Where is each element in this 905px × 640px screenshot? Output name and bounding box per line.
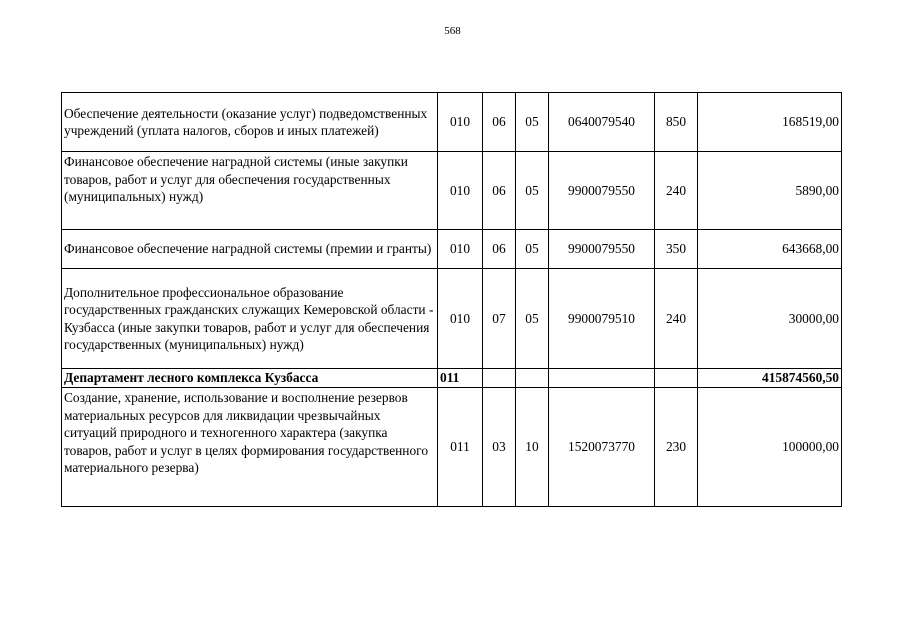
row-section-code: 06 <box>483 152 516 230</box>
table-row <box>62 152 842 230</box>
row-target-article-code <box>549 369 655 388</box>
row-amount: 30000,00 <box>698 269 842 369</box>
row-department-code: 010 <box>438 152 483 230</box>
row-expense-type-code: 850 <box>655 93 698 152</box>
table-row <box>62 269 842 369</box>
row-name: Финансовое обеспечение наградной системы (иные закупки товаров, работ и услуг для обеспечения государственных (муниципальных) нужд) <box>62 152 438 230</box>
row-department-code: 011 <box>438 388 483 507</box>
row-name: Обеспечение деятельности (оказание услуг) подведомственных учреждений (уплата налогов, сборов и иных платежей) <box>62 93 438 152</box>
row-section-code: 03 <box>483 388 516 507</box>
row-target-article-code: 9900079550 <box>549 230 655 269</box>
row-section-code <box>483 369 516 388</box>
row-amount: 415874560,50 <box>698 369 842 388</box>
row-section-code: 06 <box>483 93 516 152</box>
page-number: 568 <box>444 25 461 37</box>
row-department-code: 010 <box>438 269 483 369</box>
row-expense-type-code <box>655 369 698 388</box>
row-section-code: 06 <box>483 230 516 269</box>
budget-table <box>61 92 842 507</box>
table-row <box>62 93 842 152</box>
row-amount: 643668,00 <box>698 230 842 269</box>
row-target-article-code: 9900079550 <box>549 152 655 230</box>
row-section-code: 07 <box>483 269 516 369</box>
row-subsection-code: 05 <box>516 93 549 152</box>
row-expense-type-code: 350 <box>655 230 698 269</box>
row-name: Финансовое обеспечение наградной системы (премии и гранты) <box>62 230 438 269</box>
row-subsection-code <box>516 369 549 388</box>
row-subsection-code: 05 <box>516 152 549 230</box>
row-target-article-code: 9900079510 <box>549 269 655 369</box>
table-row <box>62 388 842 507</box>
row-target-article-code: 0640079540 <box>549 93 655 152</box>
row-expense-type-code: 230 <box>655 388 698 507</box>
row-amount: 5890,00 <box>698 152 842 230</box>
row-subsection-code: 05 <box>516 230 549 269</box>
table-row-department-total <box>62 369 842 388</box>
row-name: Департамент лесного комплекса Кузбасса <box>62 369 438 388</box>
row-target-article-code: 1520073770 <box>549 388 655 507</box>
table-row <box>62 230 842 269</box>
row-name: Дополнительное профессиональное образование государственных гражданских служащих Кемеровской области - Кузбасса (иные закупки товаров, работ и услуг для обеспечения государственных (муниципальных) нужд) <box>62 269 438 369</box>
row-expense-type-code: 240 <box>655 152 698 230</box>
row-subsection-code: 05 <box>516 269 549 369</box>
row-amount: 100000,00 <box>698 388 842 507</box>
row-expense-type-code: 240 <box>655 269 698 369</box>
row-name: Создание, хранение, использование и восполнение резервов материальных ресурсов для ликвидации чрезвычайных ситуаций природного и техногенного характера (закупка товаров, работ и услуг в целях формирования государственного материального резерва) <box>62 388 438 507</box>
row-department-code: 010 <box>438 93 483 152</box>
row-subsection-code: 10 <box>516 388 549 507</box>
row-department-code: 011 <box>438 369 483 388</box>
row-amount: 168519,00 <box>698 93 842 152</box>
row-department-code: 010 <box>438 230 483 269</box>
